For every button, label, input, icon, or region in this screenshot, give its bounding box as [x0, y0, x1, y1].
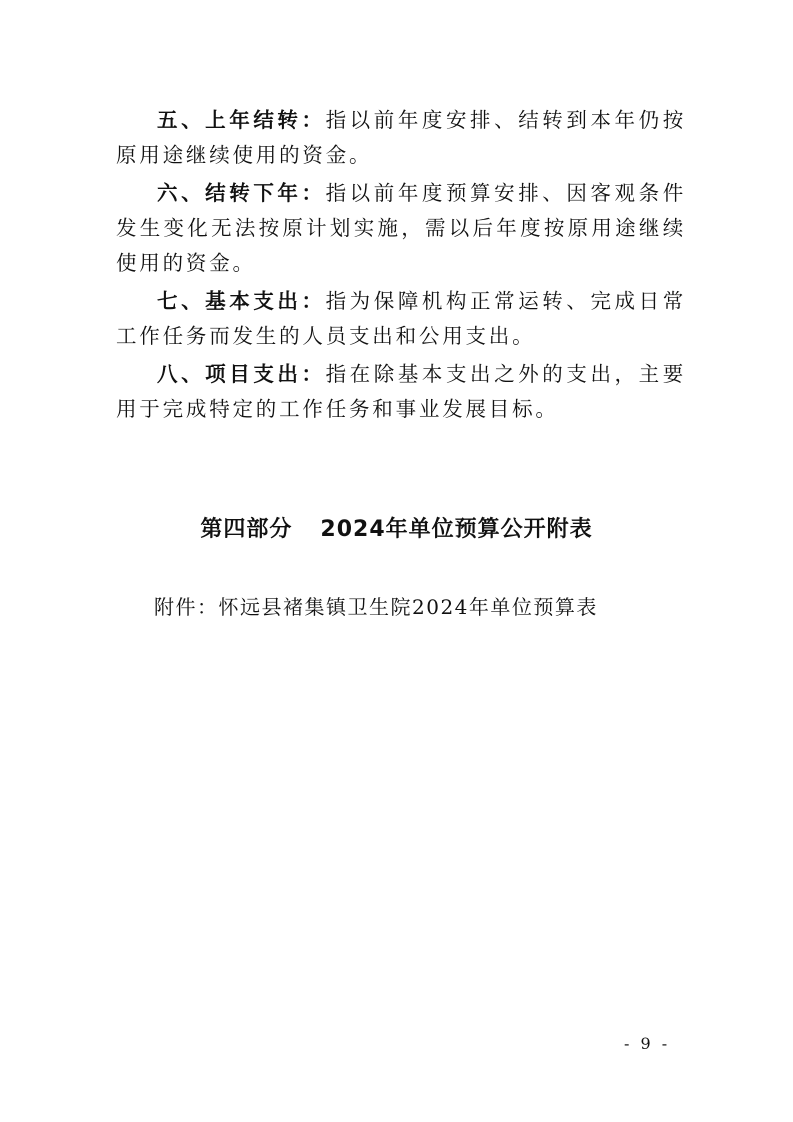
term-definition: 指以前年度安排、结转到本年仍按原用途继续使用的资金。	[116, 108, 687, 167]
section-heading	[0, 512, 793, 543]
paragraph-next-year-carryover	[116, 176, 686, 281]
term-definition: 指以前年度预算安排、因客观条件发生变化无法按原计划实施，需以后年度按原用途继续使用的资金。	[116, 181, 687, 275]
paragraph-basic-expenditure	[116, 284, 686, 354]
paragraph-prior-year-carryover	[116, 103, 686, 173]
term-label: 五、上年结转：	[157, 108, 326, 132]
attachment-line: 附件：怀远县褚集镇卫生院2024年单位预算表	[154, 595, 598, 619]
term-definition: 指为保障机构正常运转、完成日常工作任务而发生的人员支出和公用支出。	[116, 289, 687, 348]
page-number: - 9 -	[624, 1034, 671, 1053]
definitions-section	[116, 103, 686, 430]
paragraph-project-expenditure	[116, 357, 686, 427]
section-title: 2024年单位预算公开附表	[320, 517, 593, 542]
section-part: 第四部分	[200, 517, 293, 542]
term-definition: 指在除基本支出之外的支出，主要用于完成特定的工作任务和事业发展目标。	[116, 362, 687, 421]
term-label: 六、结转下年：	[157, 181, 326, 205]
term-label: 八、项目支出：	[157, 362, 326, 386]
term-label: 七、基本支出：	[157, 289, 326, 313]
